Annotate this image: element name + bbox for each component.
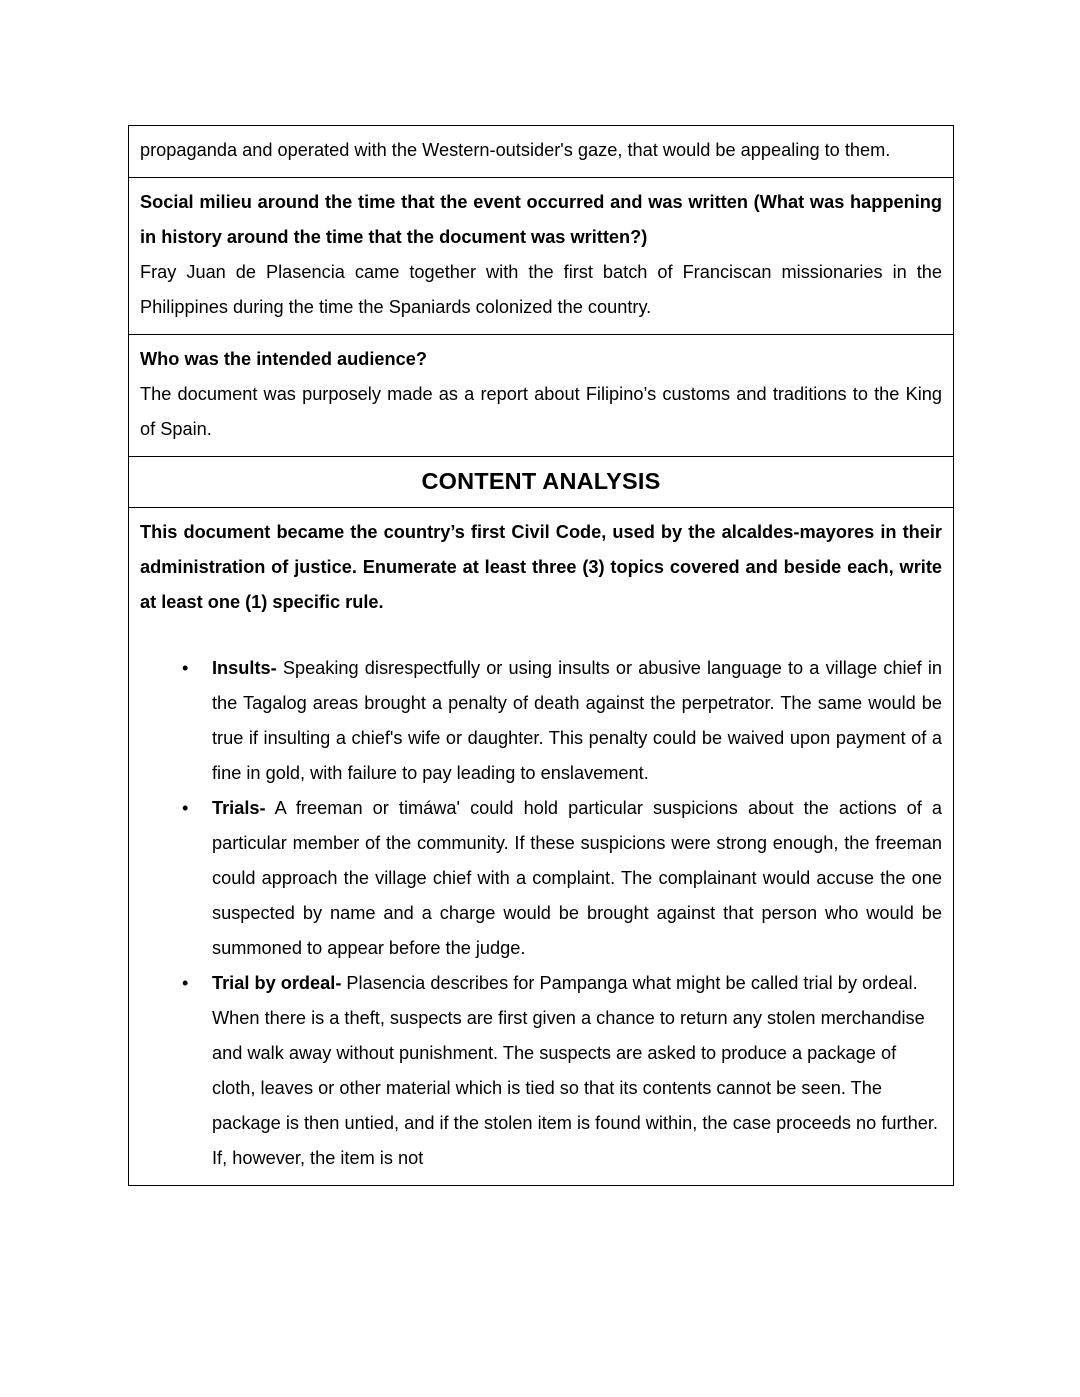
bullet-lead-label: Trials- <box>212 798 266 818</box>
table-row-social-milieu <box>129 178 953 335</box>
content-analysis-title-cell <box>129 457 953 507</box>
bullet-body-text: A freeman or timáwa' could hold particular suspicions about the actions of a particular member of the community. If these suspicions were strong enough, the freeman could approach the village chief with a complaint. The complainant would accuse the one suspected by name and a charge would be brought against that person who would be summoned to appear before the judge. <box>212 798 942 958</box>
table-row-content-analysis-title <box>129 457 953 508</box>
list-item <box>140 791 942 966</box>
list-item <box>140 651 942 791</box>
intended-audience-heading: Who was the intended audience? <box>140 349 427 369</box>
social-milieu-answer: Fray Juan de Plasencia came together with the first batch of Franciscan missionaries in the Philippines during the time the Spaniards colonized the country. <box>140 262 942 317</box>
bullet-marker-icon: • <box>182 973 189 993</box>
table-row-content-analysis-body <box>129 508 953 1185</box>
table-row-continued-paragraph <box>129 126 953 178</box>
bullet-body-text: Speaking disrespectfully or using insults or abusive language to a village chief in the Tagalog areas brought a penalty of death against the perpetrator. The same would be true if insulting a chief's wife or daughter. This penalty could be waived upon payment of a fine in gold, with failure to pay leading to enslavement. <box>212 658 942 783</box>
content-analysis-prompt: This document became the country’s first Civil Code, used by the alcaldes-mayores in their administration of justice. Enumerate at least three (3) topics covered and beside each, write at least one (1) specific rule. <box>140 522 942 612</box>
intended-audience-cell <box>129 335 953 456</box>
bullet-lead-label: Insults- <box>212 658 277 678</box>
content-analysis-title: CONTENT ANALYSIS <box>421 468 661 494</box>
continued-paragraph-text: propaganda and operated with the Western-outsider's gaze, that would be appealing to them. <box>140 140 891 160</box>
social-milieu-cell <box>129 178 953 334</box>
table-row-intended-audience <box>129 335 953 457</box>
topics-bullet-list <box>140 651 942 1176</box>
content-analysis-body-cell <box>129 508 953 1185</box>
intended-audience-answer: The document was purposely made as a report about Filipino’s customs and traditions to the King of Spain. <box>140 384 942 439</box>
bullet-body-text: Plasencia describes for Pampanga what might be called trial by ordeal. When there is a theft, suspects are first given a chance to return any stolen merchandise and walk away without punishment. The suspects are asked to produce a package of cloth, leaves or other material which is tied so that its contents cannot be seen. The package is then untied, and if the stolen item is found within, the case proceeds no further. If, however, the item is not <box>212 973 938 1168</box>
bullet-marker-icon: • <box>182 658 189 678</box>
bullet-marker-icon: • <box>182 798 189 818</box>
blank-line-spacer <box>140 620 942 651</box>
list-item <box>140 966 942 1176</box>
continued-paragraph-cell <box>129 126 953 177</box>
bullet-lead-label: Trial by ordeal- <box>212 973 342 993</box>
analysis-table <box>128 125 954 1186</box>
social-milieu-heading: Social milieu around the time that the event occurred and was written (What was happening in history around the time that the document was written?) <box>140 192 942 247</box>
